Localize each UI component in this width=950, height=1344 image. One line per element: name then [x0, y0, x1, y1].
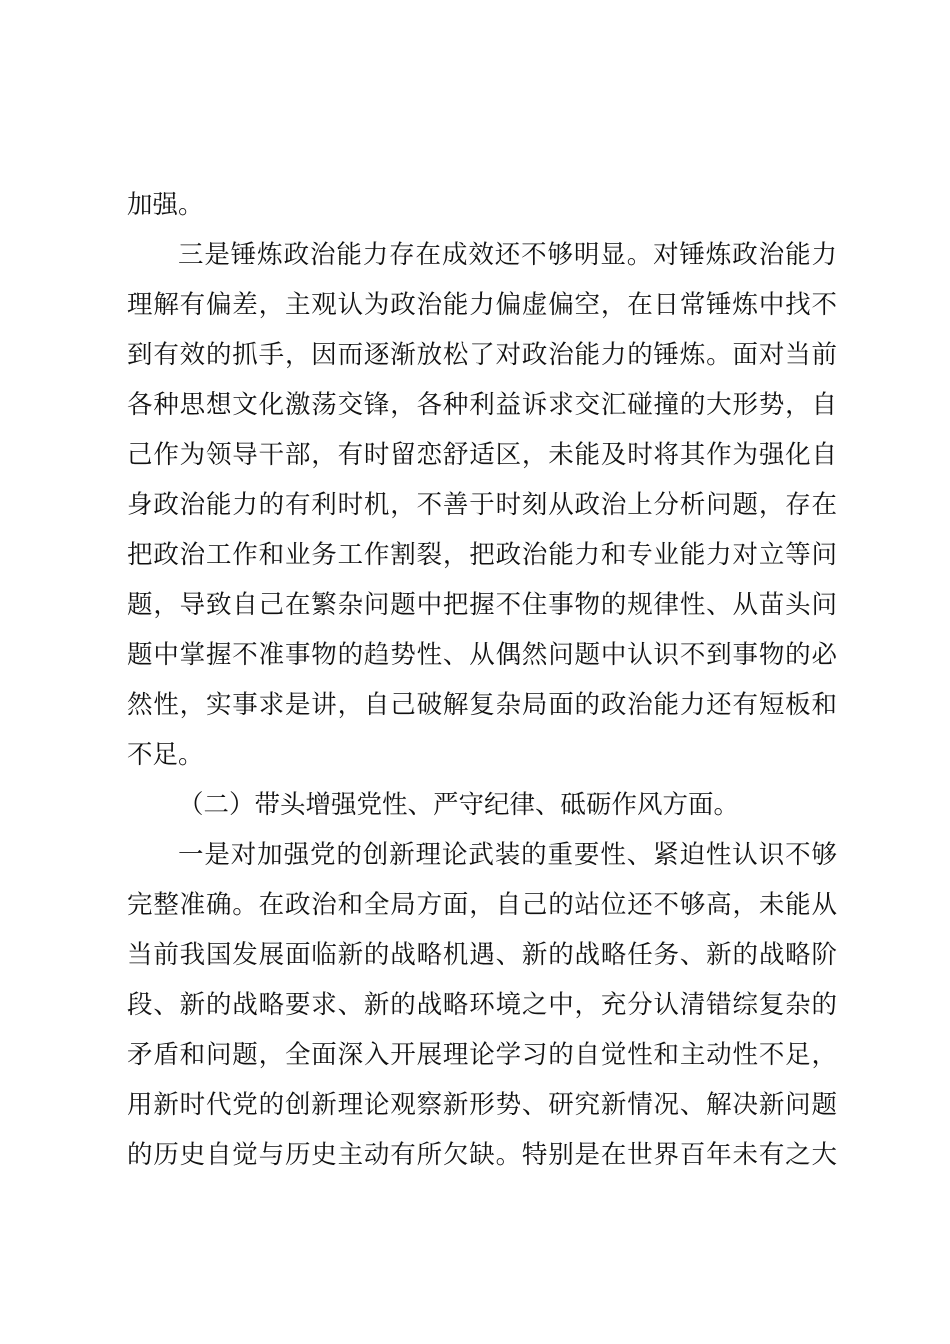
text-line: 身政治能力的有利时机，不善于时刻从政治上分析问题，存在 — [127, 490, 837, 520]
text-line: 把政治工作和业务工作割裂，把政治能力和专业能力对立等问 — [127, 540, 837, 570]
text-line: 当前我国发展面临新的战略机遇、新的战略任务、新的战略阶 — [127, 940, 837, 970]
paragraph-line: 三是锤炼政治能力存在成效还不够明显。对锤炼政治能力 — [178, 240, 837, 270]
text-line: 加强。 — [127, 190, 204, 220]
text-line: 矛盾和问题，全面深入开展理论学习的自觉性和主动性不足， — [127, 1040, 837, 1070]
text-line: 题，导致自己在繁杂问题中把握不住事物的规律性、从苗头问 — [127, 590, 837, 620]
text-line: 己作为领导干部，有时留恋舒适区，未能及时将其作为强化自 — [127, 440, 837, 470]
text-line: 到有效的抓手，因而逐渐放松了对政治能力的锤炼。面对当前 — [127, 340, 837, 370]
text-line: 理解有偏差，主观认为政治能力偏虚偏空，在日常锤炼中找不 — [127, 290, 837, 320]
text-line: 完整准确。在政治和全局方面，自己的站位还不够高，未能从 — [127, 890, 837, 920]
text-line: 不足。 — [127, 740, 204, 770]
paragraph-line: 一是对加强党的创新理论武装的重要性、紧迫性认识不够 — [178, 840, 837, 870]
section-heading: （二）带头增强党性、严守纪律、砥砺作风方面。 — [178, 790, 740, 820]
text-line: 的历史自觉与历史主动有所欠缺。特别是在世界百年未有之大 — [127, 1140, 837, 1170]
text-line: 然性，实事求是讲，自己破解复杂局面的政治能力还有短板和 — [127, 690, 837, 720]
text-line: 用新时代党的创新理论观察新形势、研究新情况、解决新问题 — [127, 1090, 837, 1120]
text-line: 题中掌握不准事物的趋势性、从偶然问题中认识不到事物的必 — [127, 640, 837, 670]
text-line: 各种思想文化激荡交锋，各种利益诉求交汇碰撞的大形势，自 — [127, 390, 837, 420]
text-line: 段、新的战略要求、新的战略环境之中，充分认清错综复杂的 — [127, 990, 837, 1020]
